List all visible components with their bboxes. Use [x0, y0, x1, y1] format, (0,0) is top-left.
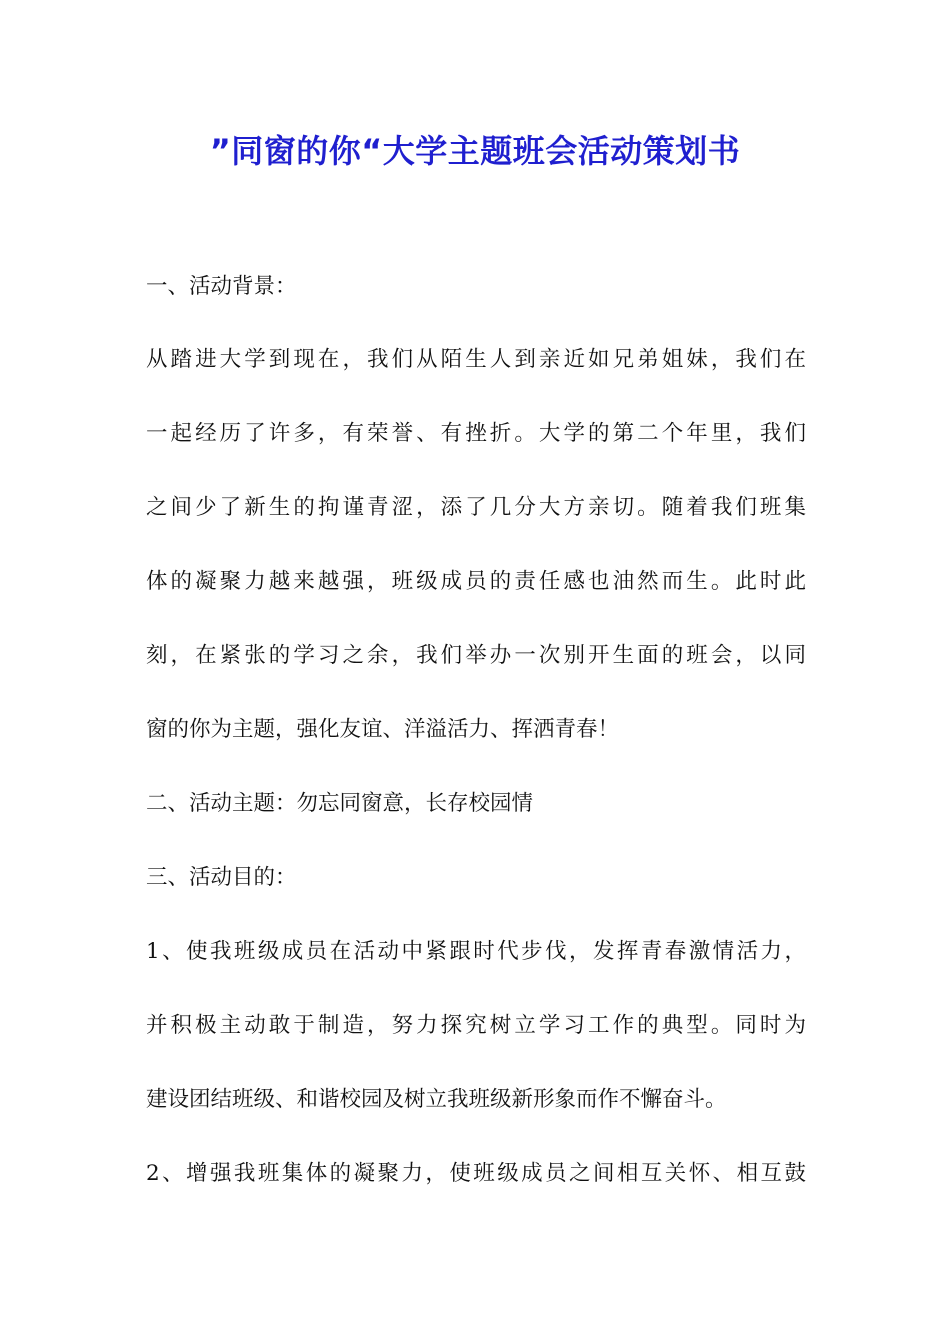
section-heading-background: 一、活动背景：: [146, 274, 297, 299]
paragraph-line: 1、使我班级成员在活动中紧跟时代步伐，发挥青春激情活力，: [146, 939, 806, 964]
paragraph-line: 刻，在紧张的学习之余，我们举办一次别开生面的班会，以同: [146, 643, 806, 668]
paragraph-line: 体的凝聚力越来越强，班级成员的责任感也油然而生。此时此: [146, 569, 806, 594]
paragraph-line: 从踏进大学到现在，我们从陌生人到亲近如兄弟姐妹，我们在: [146, 347, 806, 372]
section-heading-theme: 二、活动主题：勿忘同窗意，长存校园情: [146, 791, 534, 816]
paragraph-line: 建设团结班级、和谐校园及树立我班级新形象而作不懈奋斗。: [146, 1087, 727, 1112]
paragraph-line: 窗的你为主题，强化友谊、洋溢活力、挥洒青春！: [146, 717, 620, 742]
document-title: ”同窗的你“大学主题班会活动策划书: [209, 132, 741, 170]
section-heading-purpose: 三、活动目的：: [146, 865, 297, 890]
paragraph-line: 一起经历了许多，有荣誉、有挫折。大学的第二个年里，我们: [146, 421, 806, 446]
paragraph-line: 并积极主动敢于制造，努力探究树立学习工作的典型。同时为: [146, 1013, 806, 1038]
paragraph-line: 之间少了新生的拘谨青涩，添了几分大方亲切。随着我们班集: [146, 495, 806, 520]
paragraph-line: 2、增强我班集体的凝聚力，使班级成员之间相互关怀、相互鼓: [146, 1161, 806, 1186]
